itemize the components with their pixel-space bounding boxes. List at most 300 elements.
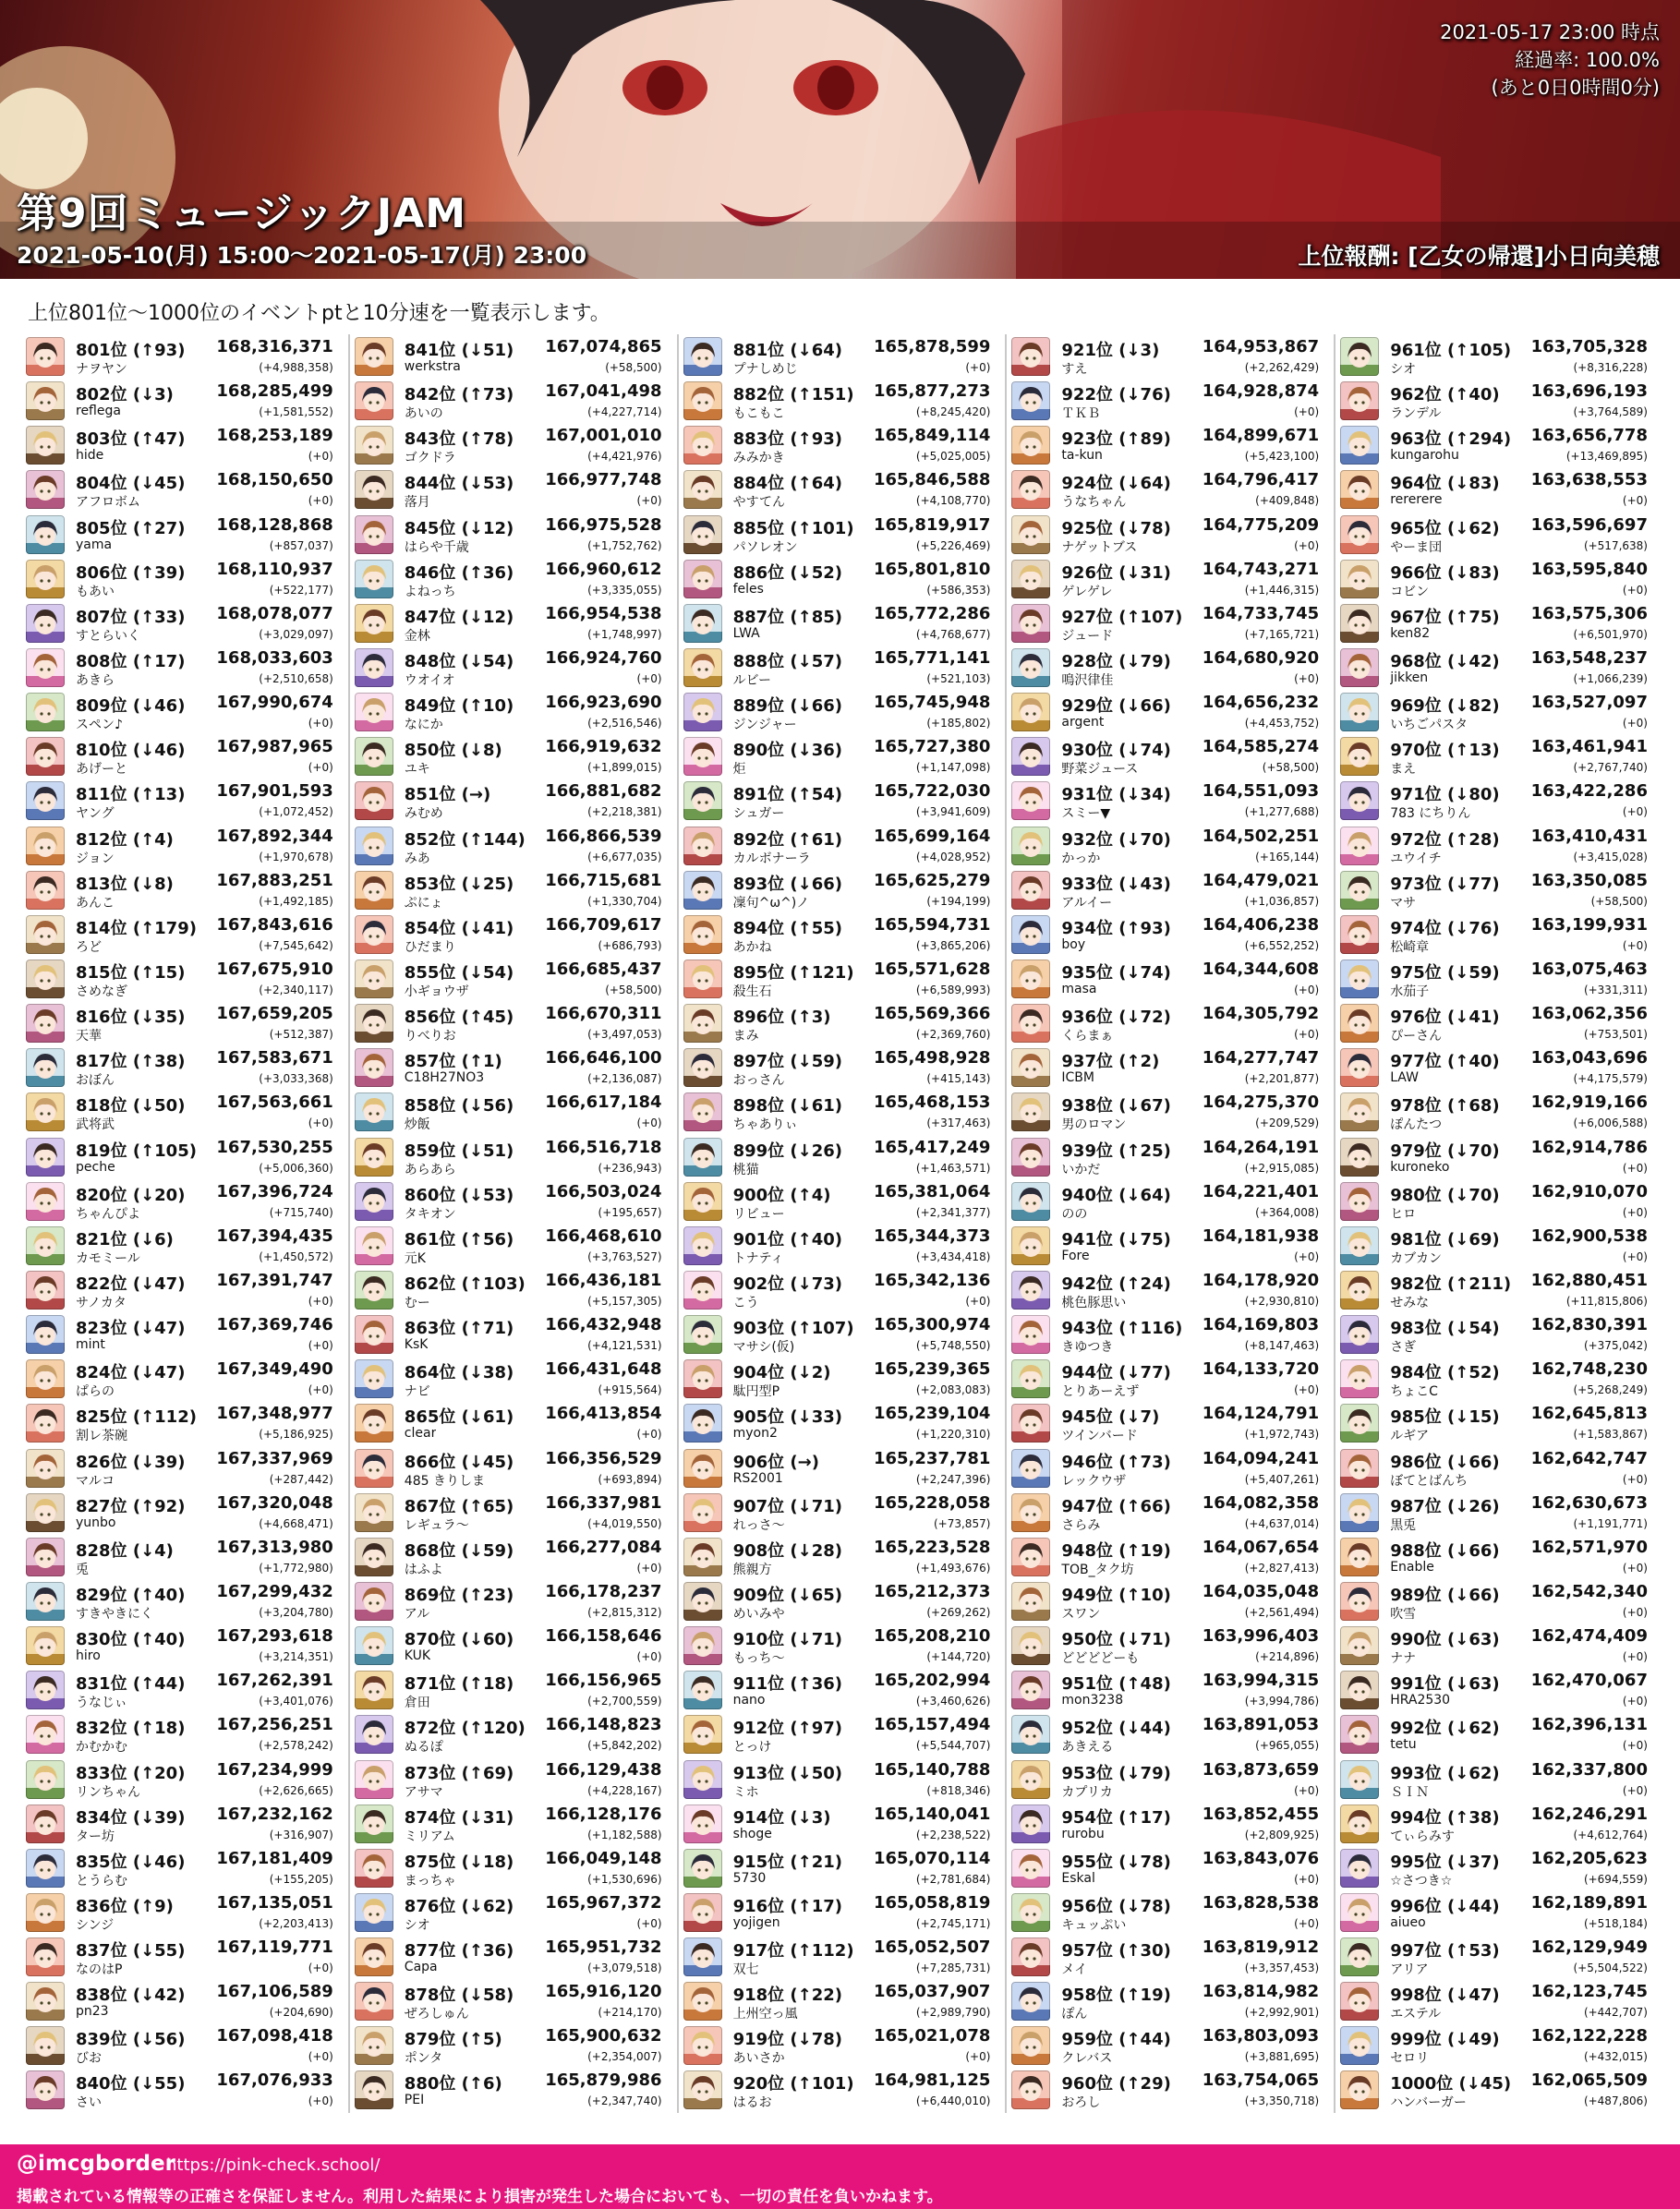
player-name: ナビ [404, 1384, 430, 1400]
rank-change: 863位 (↑71) [404, 1319, 514, 1339]
speed-10min: (+2,369,760) [915, 1028, 991, 1042]
event-points: 164,551,093 [1202, 781, 1320, 802]
speed-10min: (+5,423,100) [1244, 450, 1320, 464]
ranking-row [1009, 1890, 1334, 1935]
player-name: C18H27NO3 [404, 1070, 485, 1086]
player-name: werkstra [404, 359, 461, 374]
rank-change: 862位 (↑103) [404, 1273, 526, 1294]
player-name: りべりお [404, 1029, 456, 1044]
event-points: 163,819,912 [1202, 1937, 1320, 1958]
player-name: ター坊 [76, 1829, 115, 1844]
player-name: やすてん [732, 495, 786, 511]
rank-change: 899位 (↓26) [732, 1141, 843, 1161]
event-points: 163,422,286 [1530, 781, 1648, 802]
rank-change: 896位 (↑3) [732, 1008, 831, 1028]
idol-avatar [355, 1849, 393, 1888]
rank-change: 926位 (↓31) [1061, 562, 1171, 583]
ranking-row [24, 1312, 348, 1357]
idol-avatar [26, 915, 65, 954]
ranking-row [1338, 557, 1662, 601]
event-points: 162,571,970 [1530, 1537, 1648, 1557]
ranking-row [1338, 824, 1662, 868]
ranking-row [353, 1624, 677, 1668]
ranking-row [1009, 734, 1334, 779]
event-points: 167,675,910 [216, 959, 333, 979]
ranking-row [682, 601, 1006, 646]
idol-avatar [1011, 1404, 1050, 1442]
event-points: 162,900,538 [1530, 1225, 1648, 1246]
event-points: 167,313,980 [216, 1537, 333, 1557]
speed-10min: (+1,066,239) [1573, 671, 1648, 685]
idol-avatar [1011, 1626, 1050, 1665]
idol-avatar [1011, 381, 1050, 420]
event-points: 162,470,067 [1530, 1671, 1648, 1691]
speed-10min: (+0) [1622, 1472, 1648, 1486]
idol-avatar [1340, 2070, 1379, 2109]
idol-avatar [683, 1449, 722, 1488]
ranking-row [353, 1935, 677, 1979]
idol-avatar [1340, 1671, 1379, 1709]
event-points: 166,881,682 [545, 781, 662, 802]
rank-change: 1000位 (↓45) [1390, 2074, 1512, 2094]
rank-change: 949位 (↑10) [1061, 1585, 1171, 1605]
rank-change: 849位 (↑10) [404, 696, 514, 717]
speed-10min: (+194,199) [926, 894, 991, 908]
rank-change: 847位 (↓12) [404, 607, 514, 627]
ranking-row [24, 1846, 348, 1890]
rank-change: 987位 (↓26) [1390, 1496, 1500, 1516]
event-points: 165,223,528 [873, 1537, 991, 1557]
event-points: 165,819,917 [873, 514, 991, 535]
rank-change: 803位 (↑47) [76, 429, 186, 450]
player-name: 黒兎 [1390, 1517, 1417, 1533]
speed-10min: (+1,182,588) [587, 1828, 662, 1841]
event-points: 162,396,131 [1530, 1715, 1648, 1735]
player-name: コビン [1390, 584, 1430, 599]
event-points: 163,852,455 [1202, 1804, 1320, 1824]
event-points: 167,391,747 [216, 1270, 333, 1290]
idol-avatar [355, 1048, 393, 1087]
player-name: はるお [732, 2095, 772, 2111]
ranking-row [682, 1357, 1006, 1401]
speed-10min: (+487,806) [1583, 2094, 1648, 2108]
ranking-row [1338, 379, 1662, 423]
speed-10min: (+2,262,429) [1244, 361, 1320, 374]
ranking-row [682, 1802, 1006, 1846]
speed-10min: (+0) [1622, 1605, 1648, 1619]
speed-10min: (+2,341,377) [915, 1205, 991, 1219]
rank-change: 945位 (↓7) [1061, 1407, 1160, 1428]
speed-10min: (+0) [1622, 1205, 1648, 1219]
speed-10min: (+5,748,550) [915, 1339, 991, 1353]
speed-10min: (+5,226,469) [915, 538, 991, 552]
event-points: 165,037,907 [873, 1982, 991, 2002]
speed-10min: (+965,055) [1255, 1739, 1320, 1753]
speed-10min: (+1,970,678) [259, 850, 333, 863]
player-name: 男のロマン [1061, 1117, 1127, 1133]
rank-change: 898位 (↓61) [732, 1096, 843, 1117]
player-name: ＴＫＢ [1061, 406, 1101, 422]
event-points: 165,342,136 [873, 1270, 991, 1290]
player-name: シオ [404, 1917, 430, 1933]
ranking-grid [24, 334, 1662, 2113]
player-name: やーま団 [1390, 539, 1443, 555]
rank-change: 915位 (↑21) [732, 1852, 843, 1872]
rank-change: 954位 (↑17) [1061, 1807, 1171, 1828]
event-points: 166,178,237 [545, 1581, 662, 1601]
idol-avatar [1011, 1849, 1050, 1888]
event-points: 165,052,507 [873, 1937, 991, 1958]
idol-avatar [1011, 960, 1050, 998]
ranking-row [682, 1224, 1006, 1268]
idol-avatar [683, 648, 722, 687]
ranking-row [353, 467, 677, 512]
player-name: Fore [1061, 1248, 1090, 1263]
event-points: 162,129,949 [1530, 1937, 1648, 1958]
ranking-row [1009, 1757, 1334, 1802]
rank-change: 851位 (→) [404, 785, 491, 805]
player-name: ぷにょ [404, 895, 443, 911]
speed-10min: (+522,177) [269, 583, 333, 597]
event-points: 162,914,786 [1530, 1137, 1648, 1157]
rank-change: 944位 (↓77) [1061, 1363, 1171, 1383]
player-name: うなじぃ [76, 1696, 127, 1711]
player-name: 双七 [732, 1962, 759, 1978]
twitter-handle[interactable]: @imcgborder [17, 2152, 175, 2176]
idol-avatar [1340, 871, 1379, 910]
rank-change: 810位 (↓46) [76, 741, 186, 761]
speed-10min: (+0) [1622, 1783, 1648, 1797]
player-name: yama [76, 537, 113, 552]
event-points: 165,239,365 [873, 1359, 991, 1380]
player-name: あかね [732, 939, 772, 955]
event-points: 166,516,718 [545, 1137, 662, 1157]
idol-avatar [683, 1226, 722, 1265]
speed-10min: (+214,896) [1255, 1650, 1320, 1664]
ranking-row [1009, 912, 1334, 957]
idol-avatar [1011, 1048, 1050, 1087]
speed-10min: (+693,894) [598, 1472, 662, 1486]
rank-change: 998位 (↓47) [1390, 1986, 1500, 2006]
ranking-row [1338, 1846, 1662, 1890]
ranking-row [1338, 1624, 1662, 1668]
ranking-row [1338, 2023, 1662, 2068]
speed-10min: (+521,103) [926, 671, 991, 685]
speed-10min: (+0) [308, 1117, 333, 1130]
speed-10min: (+3,763,527) [587, 1249, 662, 1263]
rank-change: 985位 (↓15) [1390, 1407, 1500, 1428]
ranking-row [353, 1312, 677, 1357]
event-banner [0, 0, 1680, 279]
ranking-row [682, 1268, 1006, 1312]
player-name: ゴクドラ [404, 451, 456, 466]
event-points: 166,923,690 [545, 693, 662, 713]
player-name: 天華 [76, 1029, 102, 1044]
speed-10min: (+8,147,463) [1244, 1339, 1320, 1353]
ranking-row [682, 1979, 1006, 2023]
player-name: アルイー [1061, 895, 1113, 911]
ranking-row [353, 1446, 677, 1491]
speed-10min: (+2,203,413) [259, 1916, 333, 1930]
event-points: 167,234,999 [216, 1759, 333, 1780]
idol-avatar [1011, 693, 1050, 731]
player-name: まっちゃ [404, 1873, 456, 1889]
idol-avatar [683, 1937, 722, 1976]
speed-10min: (+2,827,413) [1244, 1561, 1320, 1575]
rank-change: 925位 (↓78) [1061, 518, 1171, 538]
idol-avatar [1011, 827, 1050, 865]
player-name: せみな [1390, 1295, 1430, 1310]
speed-10min: (+857,037) [269, 538, 333, 552]
speed-10min: (+3,357,453) [1244, 1962, 1320, 1975]
ranking-row [1009, 379, 1334, 423]
player-name: ぴーさん [1390, 1029, 1443, 1044]
idol-avatar [1340, 1805, 1379, 1843]
event-points: 163,527,097 [1530, 693, 1648, 713]
player-name: シオ [1390, 362, 1417, 377]
idol-avatar [1011, 1805, 1050, 1843]
ranking-row [1009, 1224, 1334, 1268]
speed-10min: (+4,612,764) [1573, 1828, 1648, 1841]
rank-change: 839位 (↓56) [76, 2030, 186, 2050]
ranking-row [24, 1491, 348, 1535]
speed-10min: (+6,440,010) [915, 2094, 991, 2108]
ranking-row [24, 1179, 348, 1224]
idol-avatar [355, 1582, 393, 1621]
ranking-row [24, 1757, 348, 1802]
idol-avatar [683, 1493, 722, 1532]
player-name: yojigen [732, 1914, 780, 1930]
idol-avatar [683, 604, 722, 643]
idol-avatar [26, 381, 65, 420]
speed-10min: (+3,497,053) [587, 1028, 662, 1042]
ranking-row [1009, 779, 1334, 823]
event-points: 165,157,494 [873, 1715, 991, 1735]
rank-change: 989位 (↓66) [1390, 1585, 1500, 1605]
event-points: 165,344,373 [873, 1225, 991, 1246]
rank-change: 927位 (↑107) [1061, 607, 1183, 627]
speed-10min: (+4,028,952) [915, 850, 991, 863]
speed-10min: (+2,083,083) [915, 1383, 991, 1397]
ranking-row [1338, 646, 1662, 690]
idol-avatar [683, 693, 722, 731]
idol-avatar [1011, 1760, 1050, 1799]
ranking-row [1009, 1446, 1334, 1491]
player-name: トナティ [732, 1250, 784, 1266]
player-name: shoge [732, 1826, 772, 1841]
event-points: 164,502,251 [1202, 826, 1320, 846]
event-points: 167,262,391 [216, 1671, 333, 1691]
speed-10min: (+4,228,167) [587, 1783, 662, 1797]
ranking-row [682, 334, 1006, 379]
event-points: 165,202,994 [873, 1671, 991, 1691]
ranking-row [1338, 957, 1662, 1001]
ranking-row [682, 1668, 1006, 1712]
idol-avatar [1011, 1449, 1050, 1488]
idol-avatar [683, 1271, 722, 1310]
event-points: 167,320,048 [216, 1492, 333, 1513]
ranking-row [1338, 1268, 1662, 1312]
speed-10min: (+512,387) [269, 1028, 333, 1042]
player-name: マルコ [76, 1473, 115, 1489]
idol-avatar [683, 871, 722, 910]
speed-10min: (+6,006,588) [1573, 1117, 1648, 1130]
player-name: ヒロ [1390, 1206, 1417, 1222]
ranking-row [24, 467, 348, 512]
ranking-row [1009, 513, 1334, 557]
rank-change: 852位 (↑144) [404, 829, 526, 850]
rank-change: 840位 (↓55) [76, 2074, 186, 2094]
ranking-row [1009, 1846, 1334, 1890]
player-name: 松崎章 [1390, 939, 1430, 955]
event-points: 164,680,920 [1202, 647, 1320, 668]
event-points: 165,877,273 [873, 381, 991, 402]
rank-change: 845位 (↓12) [404, 518, 514, 538]
player-name: ＳＩＮ [1390, 1784, 1430, 1800]
idol-avatar [26, 337, 65, 376]
speed-10min: (+3,434,418) [915, 1249, 991, 1263]
rank-change: 986位 (↓66) [1390, 1452, 1500, 1472]
ranking-column [353, 334, 679, 2113]
event-points: 163,638,553 [1530, 470, 1648, 490]
event-points: 164,124,791 [1202, 1404, 1320, 1424]
event-points: 163,873,659 [1202, 1759, 1320, 1780]
rank-change: 835位 (↓46) [76, 1852, 186, 1872]
rank-change: 817位 (↑38) [76, 1052, 186, 1072]
ranking-row [1338, 1045, 1662, 1090]
rank-change: 883位 (↑93) [732, 429, 843, 450]
ranking-row [682, 1624, 1006, 1668]
rank-change: 967位 (↑75) [1390, 607, 1500, 627]
idol-avatar [683, 781, 722, 820]
speed-10min: (+185,802) [926, 717, 991, 730]
ranking-row [24, 1090, 348, 1134]
rank-change: 913位 (↓50) [732, 1763, 843, 1783]
idol-avatar [355, 1626, 393, 1665]
ranking-row [1338, 1579, 1662, 1624]
ranking-row [682, 1446, 1006, 1491]
event-points: 165,417,249 [873, 1137, 991, 1157]
idol-avatar [355, 871, 393, 910]
event-points: 166,954,538 [545, 603, 662, 623]
player-name: カモミール [76, 1250, 140, 1266]
event-points: 165,727,380 [873, 737, 991, 757]
ranking-row [1009, 2023, 1334, 2068]
rank-change: 906位 (→) [732, 1452, 819, 1472]
event-points: 168,078,077 [216, 603, 333, 623]
idol-avatar [26, 1004, 65, 1043]
player-name: ぽん [1061, 2007, 1088, 2022]
rank-change: 912位 (↑97) [732, 1719, 843, 1739]
speed-10min: (+375,042) [1583, 1339, 1648, 1353]
player-name: Capa [404, 1960, 438, 1975]
event-points: 167,530,255 [216, 1137, 333, 1157]
idol-avatar [1011, 1004, 1050, 1043]
speed-10min: (+11,815,806) [1565, 1294, 1648, 1308]
rank-change: 955位 (↓78) [1061, 1852, 1171, 1872]
idol-avatar [26, 1937, 65, 1976]
idol-avatar [26, 1805, 65, 1843]
idol-avatar [26, 1982, 65, 2021]
player-name: さめなぎ [76, 984, 127, 999]
idol-avatar [355, 1982, 393, 2021]
idol-avatar [1011, 1092, 1050, 1131]
event-points: 167,583,671 [216, 1048, 333, 1068]
speed-10min: (+0) [308, 494, 333, 508]
ranking-row [1009, 1802, 1334, 1846]
speed-10min: (+2,700,559) [587, 1695, 662, 1708]
ranking-row [353, 1802, 677, 1846]
rank-change: 932位 (↓70) [1061, 829, 1171, 850]
player-name: みあ [404, 851, 430, 866]
ranking-row [1009, 868, 1334, 912]
idol-avatar [26, 1671, 65, 1709]
speed-10min: (+0) [636, 1428, 662, 1442]
site-url[interactable]: https://pink-check.school/ [166, 2155, 381, 2175]
rank-change: 936位 (↓72) [1061, 1008, 1171, 1028]
player-name: カプリカ [1061, 1784, 1113, 1800]
idol-avatar [1011, 604, 1050, 643]
speed-10min: (+2,218,381) [587, 805, 662, 819]
speed-10min: (+1,972,743) [1244, 1428, 1320, 1442]
player-name: 吹雪 [1390, 1606, 1417, 1622]
event-points: 167,843,616 [216, 914, 333, 935]
rank-change: 844位 (↓53) [404, 474, 514, 494]
player-name: ぽんたつ [1390, 1117, 1443, 1133]
speed-10min: (+1,772,980) [259, 1561, 333, 1575]
idol-avatar [355, 381, 393, 420]
ranking-row [353, 1535, 677, 1579]
speed-10min: (+195,657) [598, 1205, 662, 1219]
player-name: はらや千歳 [404, 539, 469, 555]
rank-change: 894位 (↑55) [732, 918, 843, 938]
event-points: 164,656,232 [1202, 693, 1320, 713]
player-name: ユウイチ [1390, 851, 1442, 866]
player-name: ルビー [732, 672, 772, 688]
rank-change: 921位 (↓3) [1061, 341, 1160, 360]
rank-change: 907位 (↓71) [732, 1496, 843, 1516]
idol-avatar [1011, 915, 1050, 954]
speed-10min: (+1,191,771) [1573, 1516, 1648, 1530]
event-points: 164,035,048 [1202, 1581, 1320, 1601]
speed-10min: (+0) [1622, 1249, 1648, 1263]
event-points: 162,065,509 [1530, 2070, 1648, 2091]
ranking-row [1338, 1224, 1662, 1268]
event-points: 166,617,184 [545, 1092, 662, 1113]
player-name: ちゃんぴよ [76, 1206, 140, 1222]
idol-avatar [26, 1849, 65, 1888]
player-name: くらまぁ [1061, 1029, 1114, 1044]
idol-avatar [1011, 1359, 1050, 1398]
rank-change: 999位 (↓49) [1390, 2030, 1500, 2050]
idol-avatar [1340, 1449, 1379, 1488]
player-name: ジンジャー [732, 718, 797, 733]
idol-avatar [1340, 1626, 1379, 1665]
speed-10min: (+2,561,494) [1244, 1605, 1320, 1619]
event-points: 164,275,370 [1202, 1092, 1320, 1113]
ranking-row [353, 334, 677, 379]
ranking-row [24, 1045, 348, 1090]
player-name: おっさん [732, 1073, 785, 1089]
event-points: 162,123,745 [1530, 1982, 1648, 2002]
idol-avatar [683, 1092, 722, 1131]
ranking-row [1009, 334, 1334, 379]
ranking-row [682, 646, 1006, 690]
ranking-row [1009, 601, 1334, 646]
idol-avatar [683, 1538, 722, 1576]
ranking-row [24, 1668, 348, 1712]
player-name: きゆつき [1061, 1340, 1114, 1356]
